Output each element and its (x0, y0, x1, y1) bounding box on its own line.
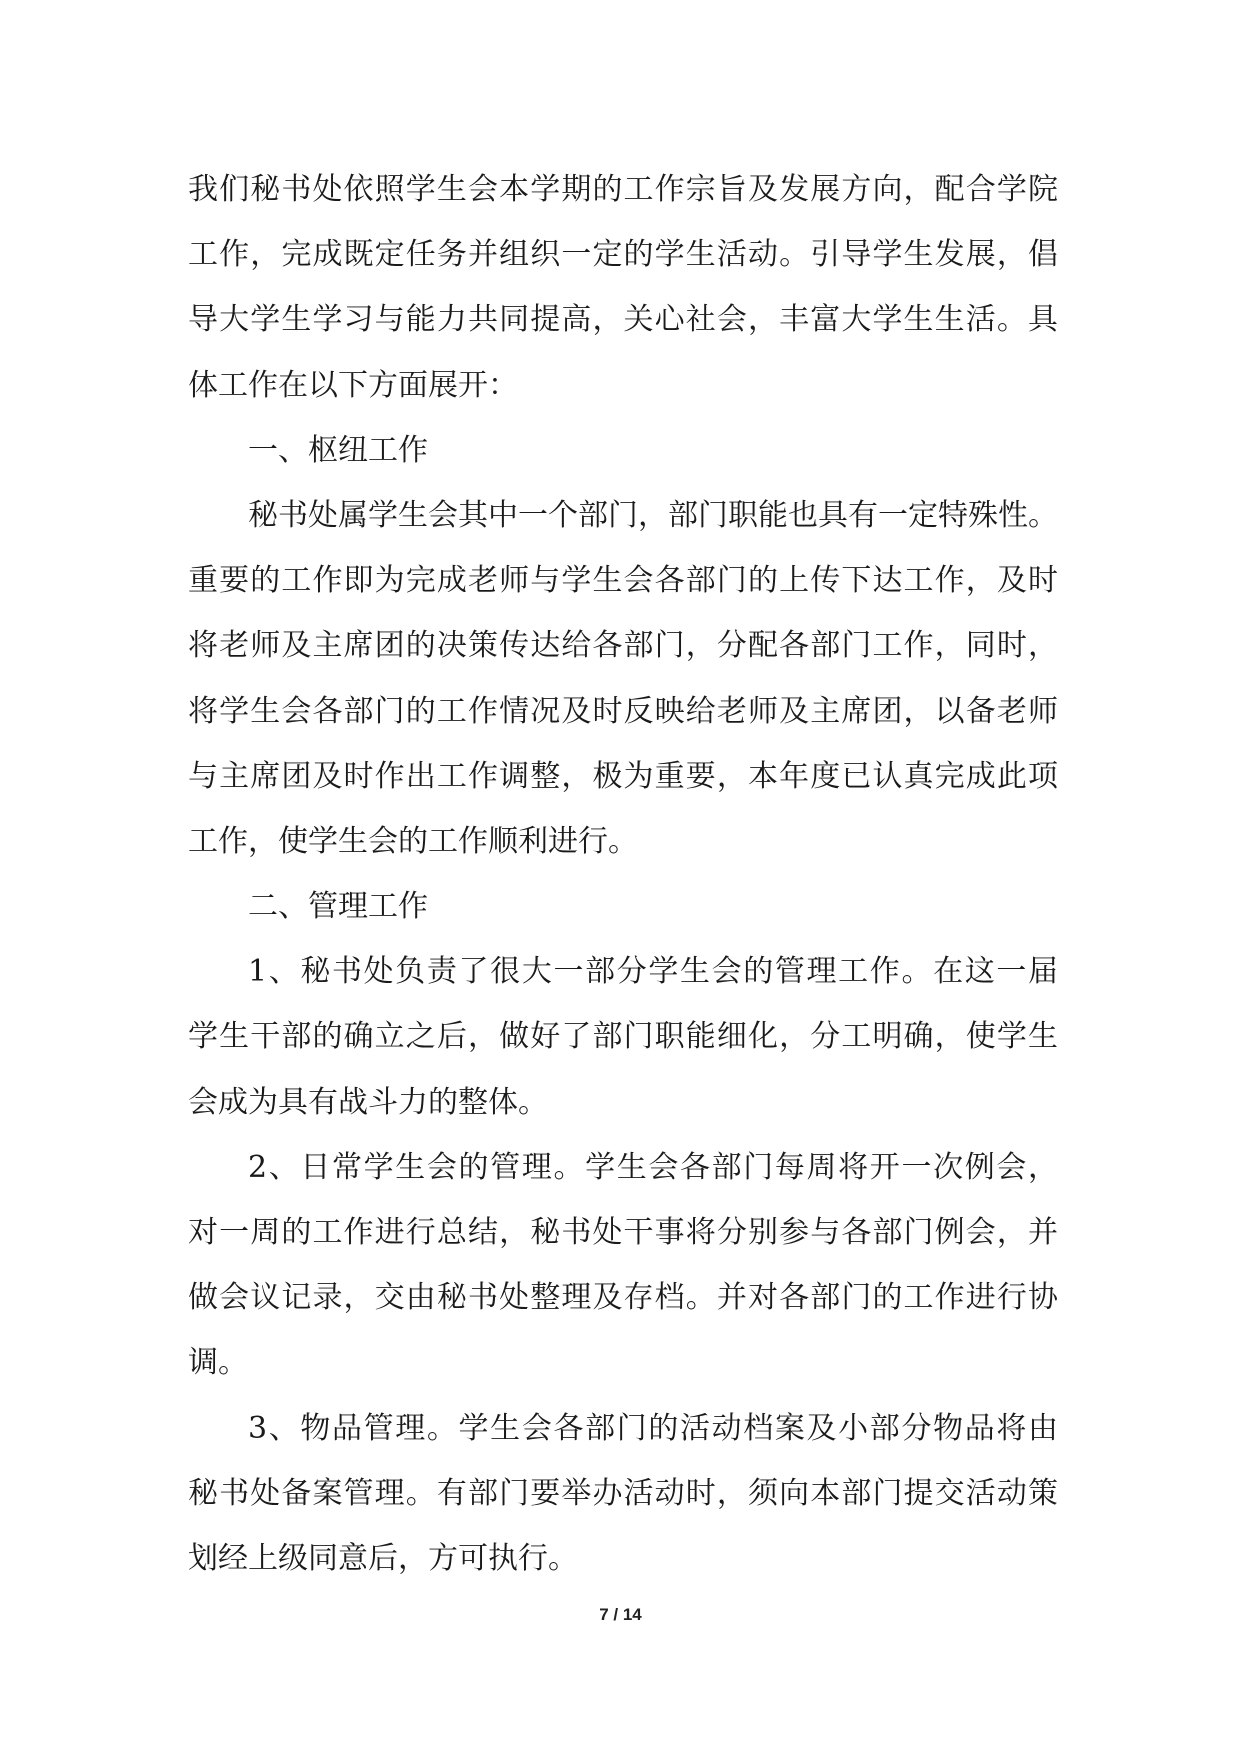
text-line: 对一周的工作进行总结，秘书处干事将分别参与各部门例会，并 (188, 1215, 1058, 1250)
text-line: 二、管理工作 (248, 889, 428, 925)
text-line: 将学生会各部门的工作情况及时反映给老师及主席团，以备老师 (188, 693, 1058, 729)
text-line: 会成为具有战斗力的整体。 (188, 1084, 548, 1120)
text-line: 体工作在以下方面展开： (188, 367, 518, 403)
text-line: 将老师及主席团的决策传达给各部门，分配各部门工作，同时， (188, 628, 1058, 664)
text-line: 调。 (188, 1345, 248, 1381)
text-line: 1、秘书处负责了很大一部分学生会的管理工作。在这一届 (248, 954, 1058, 990)
text-line: 与主席团及时作出工作调整，极为重要，本年度已认真完成此项 (188, 758, 1058, 794)
text-line: 秘书处备案管理。有部门要举办活动时，须向本部门提交活动策 (188, 1475, 1058, 1511)
text-line: 工作，使学生会的工作顺利进行。 (188, 823, 638, 859)
text-line: 划经上级同意后，方可执行。 (188, 1540, 578, 1576)
text-line: 2、日常学生会的管理。学生会各部门每周将开一次例会， (248, 1149, 1058, 1185)
text-line: 工作，完成既定任务并组织一定的学生活动。引导学生发展，倡 (188, 237, 1058, 273)
text-line: 3、物品管理。学生会各部门的活动档案及小部分物品将由 (248, 1410, 1058, 1446)
text-line: 我们秘书处依照学生会本学期的工作宗旨及发展方向，配合学院 (188, 172, 1058, 207)
text-line: 学生干部的确立之后，做好了部门职能细化，分工明确，使学生 (188, 1019, 1058, 1055)
text-line: 秘书处属学生会其中一个部门，部门职能也具有一定特殊性。 (248, 497, 1058, 533)
text-line: 重要的工作即为完成老师与学生会各部门的上传下达工作，及时 (188, 563, 1058, 599)
page-number: 7 / 14 (599, 1605, 642, 1624)
text-line: 做会议记录，交由秘书处整理及存档。并对各部门的工作进行协 (188, 1280, 1058, 1316)
text-line: 导大学生学习与能力共同提高，关心社会，丰富大学生生活。具 (188, 302, 1058, 338)
text-line: 一、枢纽工作 (248, 432, 428, 468)
document-body (188, 157, 1058, 1591)
